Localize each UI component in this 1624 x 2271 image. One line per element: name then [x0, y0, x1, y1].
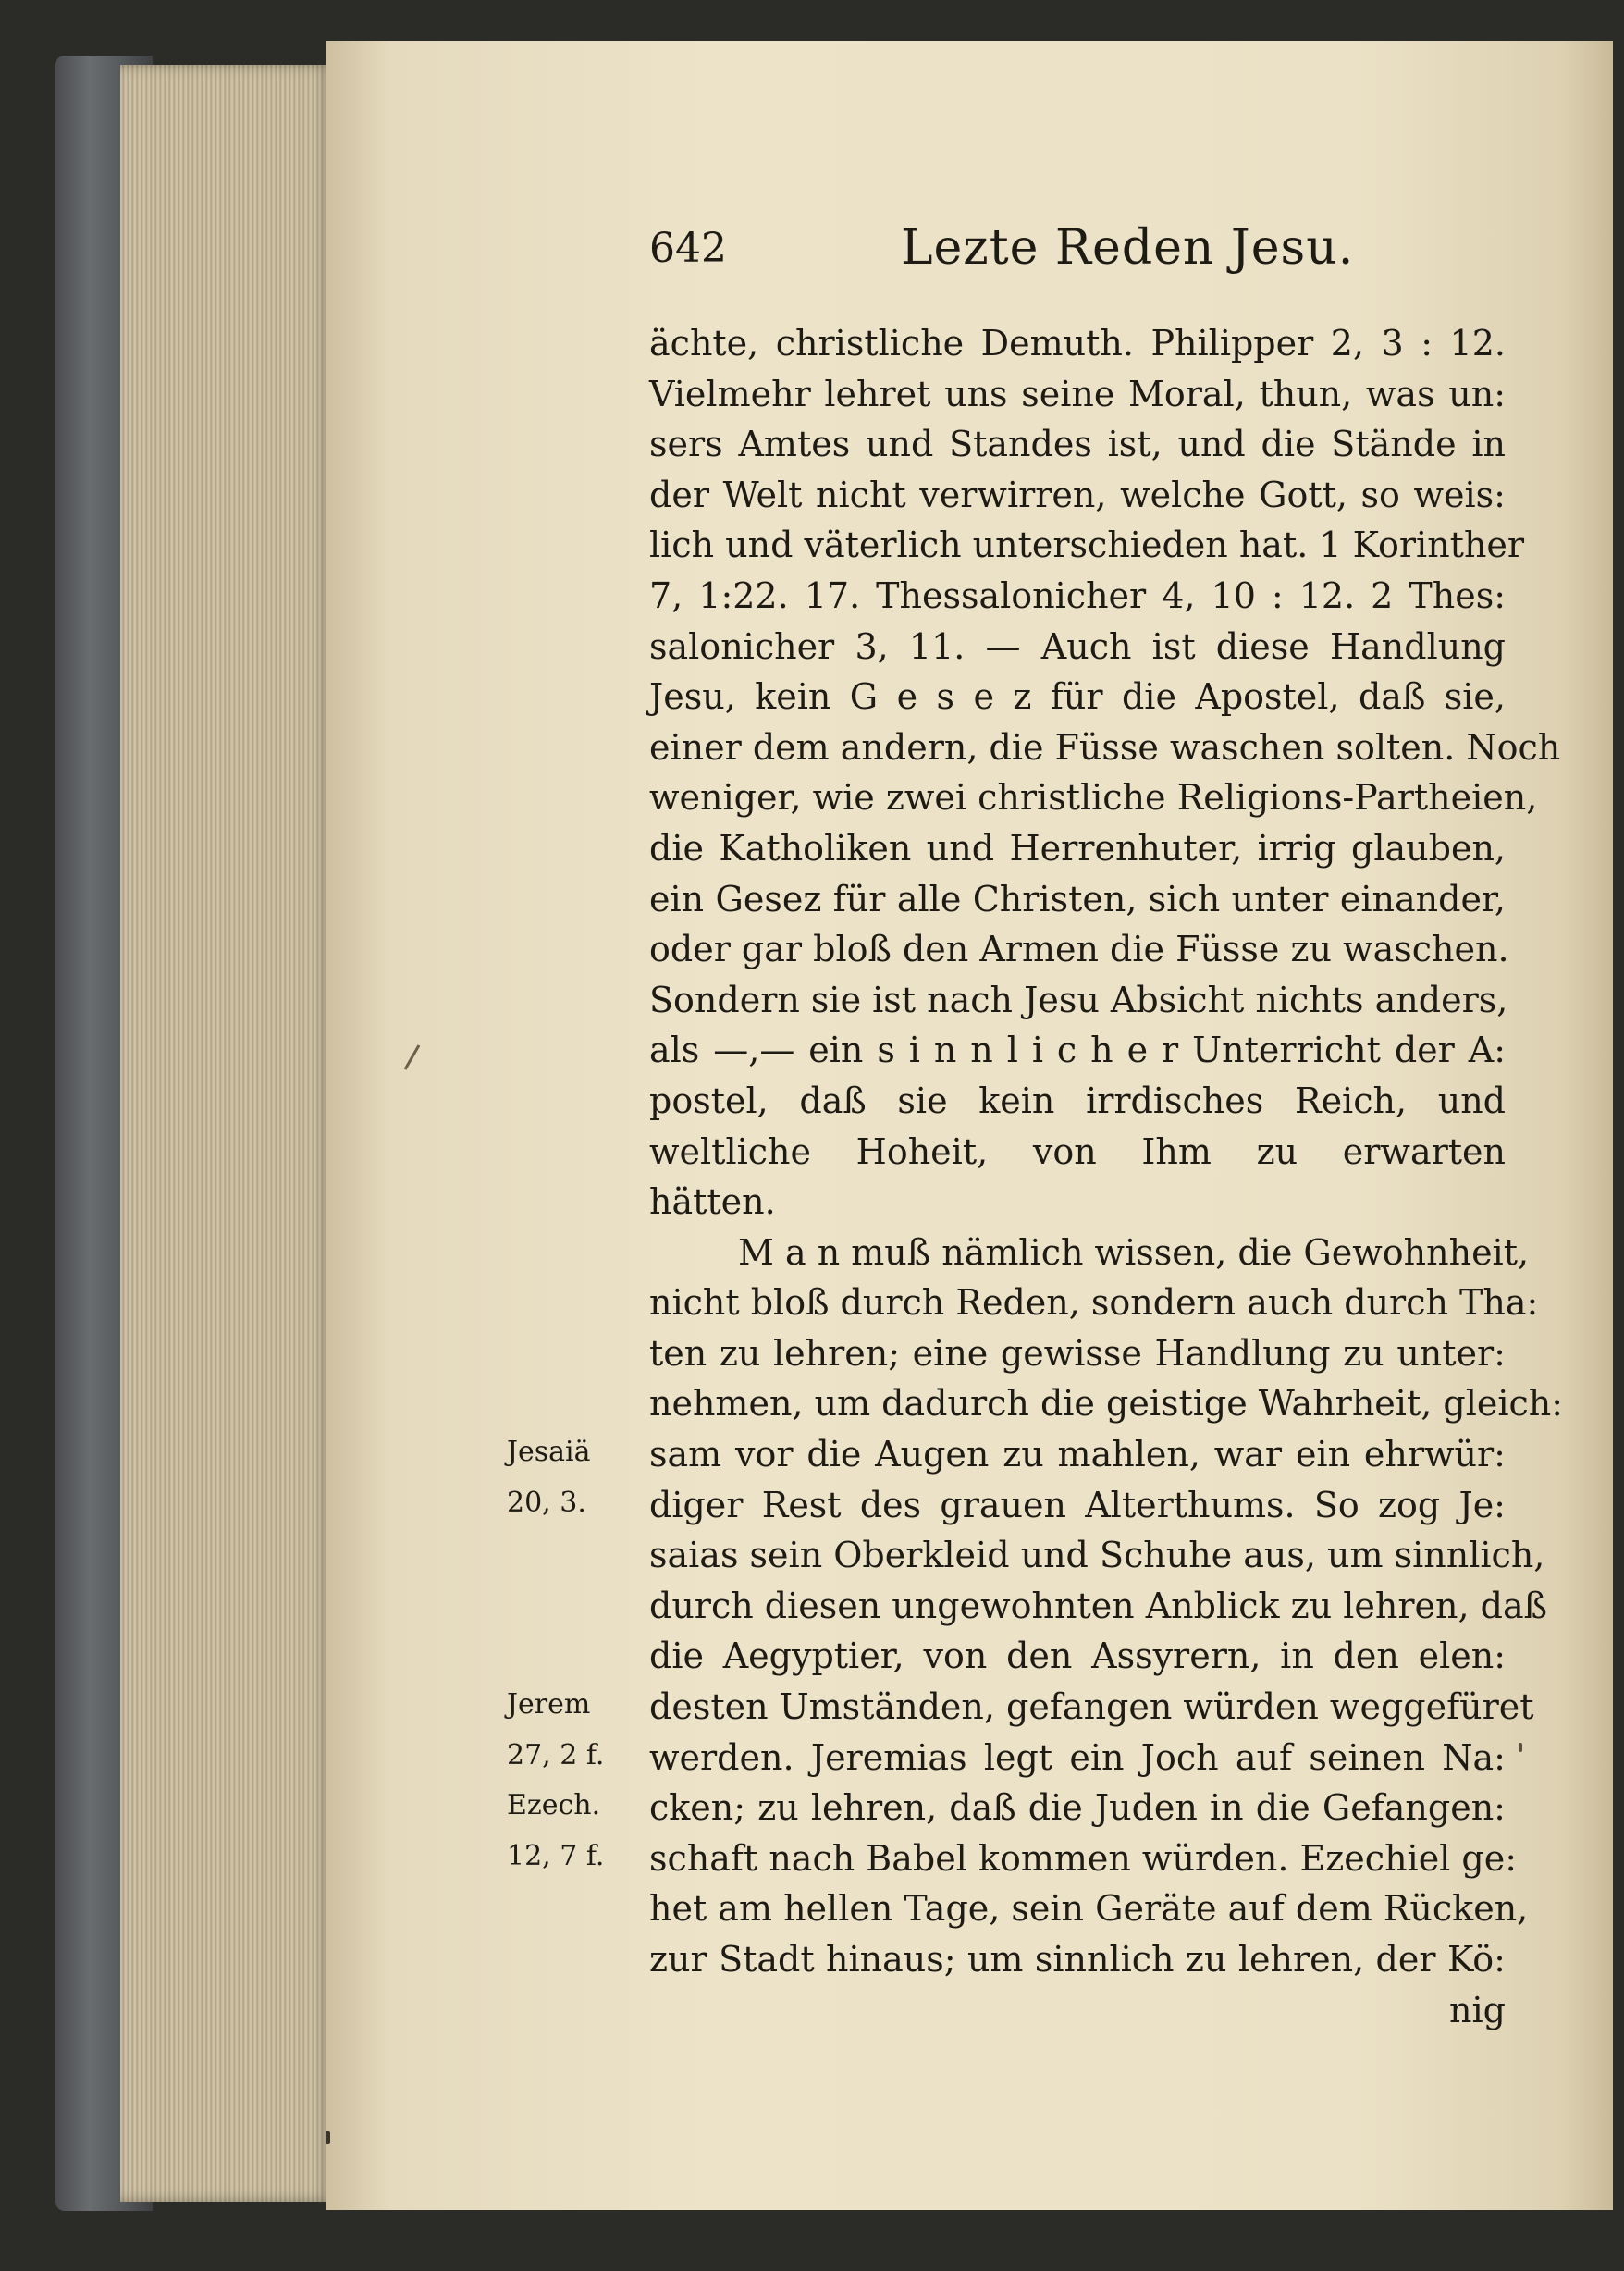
text-line: durch diesen ungewohnten Anblick zu lehren, daß — [649, 1585, 1548, 1626]
text-line: oder gar bloß den Armen die Füsse zu waschen. — [649, 929, 1509, 970]
page-text-area — [326, 41, 1613, 2210]
text-line: weniger, wie zwei christliche Religions-Partheien, — [649, 777, 1538, 819]
text-line: einer dem andern, die Füsse waschen solten. Noch — [649, 726, 1561, 768]
text-line: hätten. — [649, 1181, 776, 1223]
ink-speck — [404, 1044, 421, 1069]
text-line: zur Stadt hinaus; um sinnlich zu lehren, der Kö: — [649, 1939, 1506, 1980]
text-line: Sondern sie ist nach Jesu Absicht nichts anders, — [649, 979, 1508, 1020]
text-line: nehmen, um dadurch die geistige Wahrheit, gleich: — [649, 1383, 1564, 1425]
text-line: salonicher 3, 11. — Auch ist diese Handlung — [649, 625, 1506, 667]
page-header — [649, 200, 1435, 283]
text-line: diger Rest des grauen Alterthums. So zog Je: — [649, 1484, 1506, 1525]
page-number: 642 — [649, 225, 727, 272]
text-line: lich und väterlich unterschieden hat. 1 Korinther — [649, 525, 1525, 566]
text-line: ein Gesez für alle Christen, sich unter einander, — [649, 878, 1506, 920]
book-page — [326, 41, 1613, 2210]
margin-spacer — [507, 1528, 646, 1680]
margin-note-ezech-book: Ezech. — [507, 1789, 601, 1822]
text-line: postel, daß sie kein irrdisches Reich, und — [649, 1080, 1506, 1121]
margin-note-jerem-book: Jerem — [507, 1687, 591, 1721]
text-line: schaft nach Babel kommen würden. Ezechiel ge: — [649, 1837, 1518, 1879]
margin-note-ezech-ref: 12, 7 f. — [507, 1839, 605, 1872]
text-line: weltliche Hoheit, von Ihm zu erwarten — [649, 1130, 1506, 1172]
text-line: sam vor die Augen zu mahlen, war ein ehrwür: — [649, 1434, 1506, 1475]
catchword: nig — [1449, 1989, 1506, 2030]
margin-note-jesaia-book: Jesaiä — [507, 1436, 591, 1468]
margin-notes — [507, 1427, 646, 1882]
text-line: die Katholiken und Herrenhuter, irrig glauben, — [649, 827, 1506, 869]
ink-speck — [326, 2131, 330, 2144]
paragraph-start-line: M a n muß nämlich wissen, die Gewohnheit, — [738, 1231, 1530, 1273]
page-edges — [120, 65, 333, 2202]
text-line: der Welt nicht verwirren, welche Gott, so weis: — [649, 474, 1506, 515]
text-line: Jesu, kein G e s e z für die Apostel, daß sie, — [649, 676, 1506, 718]
text-line: ächte, christliche Demuth. Philipper 2, 3 : 12. — [649, 323, 1506, 364]
ink-speck — [1519, 1743, 1522, 1752]
margin-note-jerem-ref: 27, 2 f. — [507, 1738, 605, 1771]
text-line: als —,— ein s i n n l i c h e r Unterricht der A: — [649, 1030, 1506, 1071]
text-line: cken; zu lehren, daß die Juden in die Gefangen: — [649, 1787, 1506, 1829]
text-line: sers Amtes und Standes ist, und die Stände in — [649, 424, 1506, 465]
text-line: die Aegyptier, von den Assyrern, in den elen: — [649, 1635, 1506, 1677]
margin-note-jesaia-ref: 20, 3. — [507, 1486, 586, 1519]
text-line: het am hellen Tage, sein Geräte auf dem Rücken, — [649, 1888, 1529, 1930]
text-line: desten Umständen, gefangen würden weggefüret — [649, 1686, 1534, 1728]
text-line: ten zu lehren; eine gewisse Handlung zu unter: — [649, 1332, 1506, 1374]
text-line: saias sein Oberkleid und Schuhe aus, um sinnlich, — [649, 1535, 1545, 1576]
text-line: 7, 1:22. 17. Thessalonicher 4, 10 : 12. 2 Thes: — [649, 574, 1506, 616]
text-line: nicht bloß durch Reden, sondern auch durch Tha: — [649, 1282, 1539, 1324]
running-title: Lezte Reden Jesu. — [901, 220, 1355, 276]
text-line: werden. Jeremias legt ein Joch auf seinen Na: — [649, 1736, 1506, 1778]
body-text — [649, 318, 1564, 2035]
text-line: Vielmehr lehret uns seine Moral, thun, was un: — [649, 373, 1506, 414]
